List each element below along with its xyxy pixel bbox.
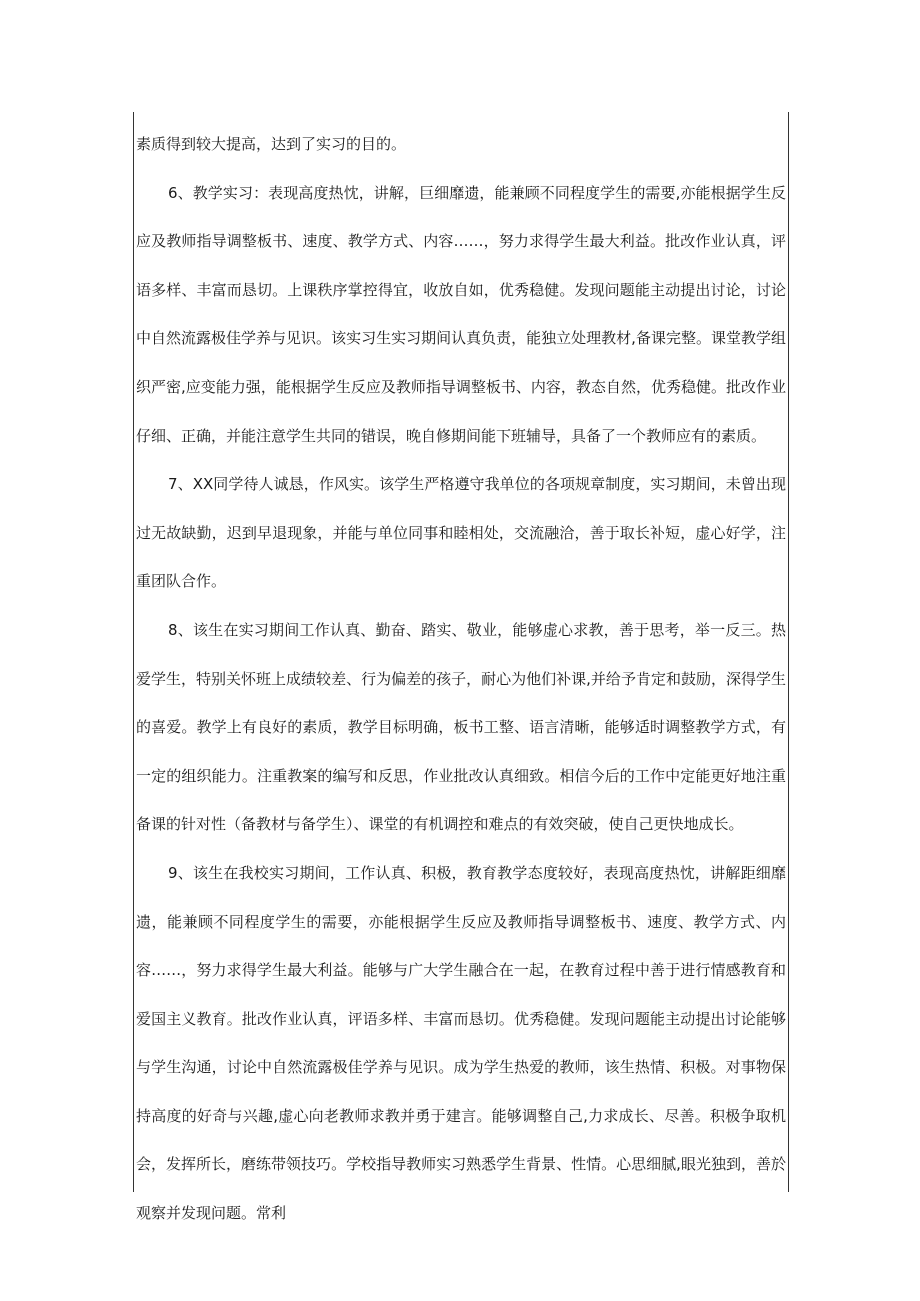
paragraph-item-9: 9、该生在我校实习期间，工作认真、积极，教育教学态度较好，表现高度热忱，讲解距细靡遗，能兼顾不同程度学生的需要，亦能根据学生反应及教师指导调整板书、速度、教学方式、内容……，努力求得学生最大利益。能够与广大学生融合在一起，在教育过程中善于进行情感教育和爱国主义教育。批改作业认真，评语多样、丰富而恳切。优秀稳健。发现问题能主动提出讨论能够与学生沟通，讨论中自然流露极佳学养与见识。成为学生热爱的教师，该生热情、积极。对事物保持高度的好奇与兴趣,虚心向老教师求教并勇于建言。能够调整自己,力求成长、尽善。积极争取机会，发挥所长，磨练带领技巧。学校指导教师实习熟悉学生背景、性情。心思细腻,眼光独到，善於观察并发现问题。常利	[136, 863, 786, 1223]
paragraph-continuation: 素质得到较大提高，达到了实习的目的。	[136, 135, 407, 153]
paragraph-item-8: 8、该生在实习期间工作认真、勤奋、踏实、敬业，能够虚心求教，善于思考，举一反三。热爱学生，特别关怀班上成绩较差、行为偏差的孩子，耐心为他们补课,并给予肯定和鼓励，深得学生的喜爱。教学上有良好的素质，教学目标明确，板书工整、语言清晰，能够适时调整教学方式，有一定的组织能力。注重教案的编写和反思，作业批改认真细致。相信今后的工作中定能更好地注重备课的针对性（备教材与备学生）、课堂的有机调控和难点的有效突破，使自己更快地成长。	[136, 620, 786, 834]
paragraph-item-7: 7、XX同学待人诚恳，作风实。该学生严格遵守我单位的各项规章制度，实习期间，未曾出现过无故缺勤，迟到早退现象，并能与单位同事和睦相处，交流融洽，善于取长补短，虚心好学，注重团队合作。	[136, 475, 786, 591]
right-margin-rule	[788, 112, 789, 1192]
left-margin-rule	[133, 112, 134, 1192]
document-body	[136, 120, 786, 1238]
paragraph-item-6: 6、教学实习：表现高度热忱，讲解，巨细靡遗，能兼顾不同程度学生的需要,亦能根据学生反应及教师指导调整板书、速度、教学方式、内容……，努力求得学生最大利益。批改作业认真，评语多样、丰富而恳切。上课秩序掌控得宜，收放自如，优秀稳健。发现问题能主动提出讨论，讨论中自然流露极佳学养与见识。该实习生实习期间认真负责，能独立处理教材,备课完整。课堂教学组织严密,应变能力强，能根据学生反应及教师指导调整板书、内容，教态自然，优秀稳健。批改作业仔细、正确，并能注意学生共同的错误，晚自修期间能下班辅导，具备了一个教师应有的素质。	[136, 183, 786, 445]
